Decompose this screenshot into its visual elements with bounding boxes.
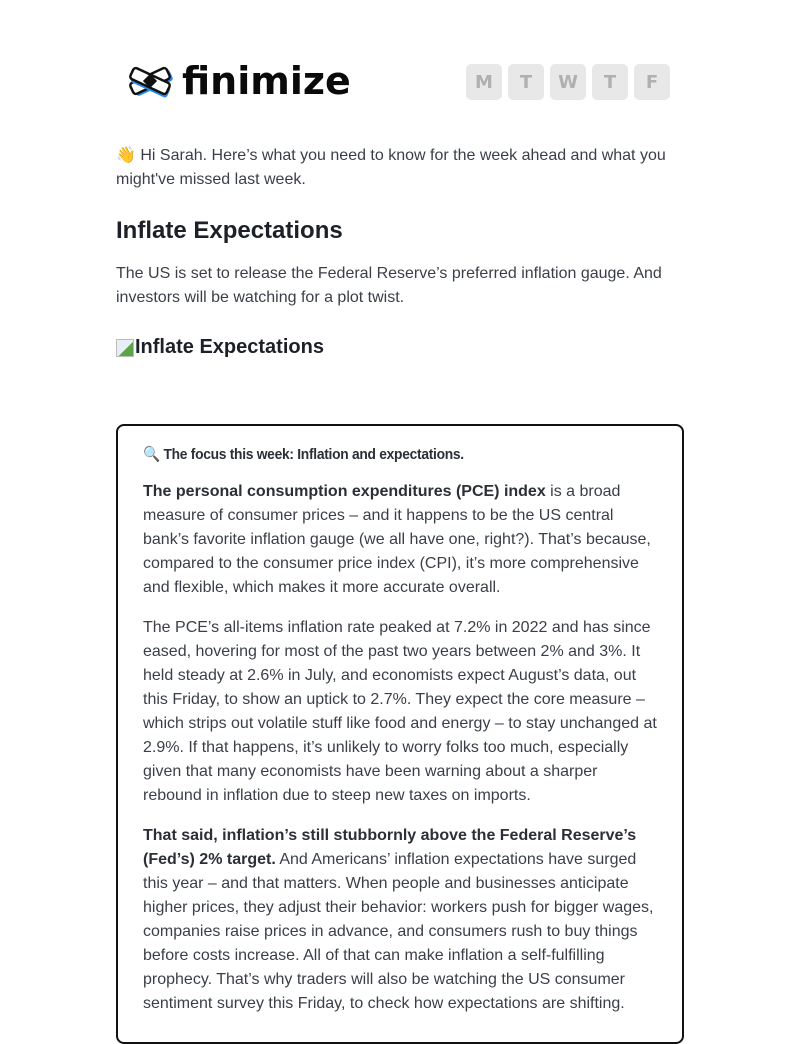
waving-hand-icon: 👋 [116, 147, 136, 164]
article-summary: The US is set to release the Federal Reserve’s preferred inflation gauge. And investors will be watching for a plot twist. [116, 265, 662, 306]
brand-name: finimize [182, 59, 351, 103]
weekday-thursday[interactable]: T [592, 64, 628, 100]
newsletter [116, 0, 688, 1012]
intro-greeting [116, 144, 688, 192]
focus-paragraph-3-text: And Americans’ inflation expectations have surged this year – and that matters. When people and businesses anticipate higher prices, they adjust their behavior: workers push for bigger wages, companies raise prices in advance, and consumers rush to buy things before costs increase. All of that can make inflation a self-fulfilling prophecy. That’s why traders will also be watching the US consumer sentiment survey this Friday, to check how expectations are shifting. [143, 851, 654, 1012]
focus-paragraph-2-text: The PCE’s all-items inflation rate peaked at 7.2% in 2022 and has since eased, hovering for most of the past two years between 2% and 3%. It held steady at 2.6% in July, and economists expect August’s data, out this Friday, to show an uptick to 2.7%. They expect the core measure – which strips out volatile stuff like food and energy – to stay unchanged at 2.9%. If that happens, it’s unlikely to worry folks too much, especially given that many economists have been warning about a sharper rebound in inflation due to steep new taxes on imports. [143, 619, 657, 804]
focus-paragraph-3 [143, 824, 657, 1016]
focus-heading [143, 444, 616, 466]
header [116, 0, 688, 140]
focus-paragraph-1-bold: The personal consumption expenditures (PCE) index [143, 483, 546, 500]
finimize-logo-icon [126, 63, 174, 99]
focus-paragraph-1 [143, 480, 657, 600]
focus-paragraph-1-text: is a broad measure of consumer prices – and it happens to be the US central bank’s favorite inflation gauge (we all have one, right?). That’s because, compared to the consumer price index (CPI), it’s more comprehensive and flexible, which makes it more accurate overall. [143, 483, 651, 596]
magnifier-icon: 🔍 [143, 446, 160, 463]
weekday-nav [466, 64, 670, 100]
weekday-tuesday[interactable]: T [508, 64, 544, 100]
weekday-monday[interactable]: M [466, 64, 502, 100]
broken-image-icon [116, 339, 134, 357]
article-image[interactable] [116, 336, 324, 359]
focus-paragraph-3-bold: That said, inflation’s still stubbornly above the Federal Reserve’s (Fed’s) 2% target. [143, 827, 637, 868]
focus-box [116, 424, 684, 1044]
focus-paragraph-2 [143, 616, 657, 808]
focus-heading-text: The focus this week: Inflation and expectations. [163, 446, 464, 463]
weekday-wednesday[interactable]: W [550, 64, 586, 100]
article-image-alt: Inflate Expectations [135, 336, 324, 358]
weekday-friday[interactable]: F [634, 64, 670, 100]
article-title[interactable]: Inflate Expectations [116, 217, 343, 244]
intro-text: Hi Sarah. Here’s what you need to know for the week ahead and what you might've missed last week. [116, 147, 666, 188]
brand-logo[interactable] [126, 59, 351, 103]
